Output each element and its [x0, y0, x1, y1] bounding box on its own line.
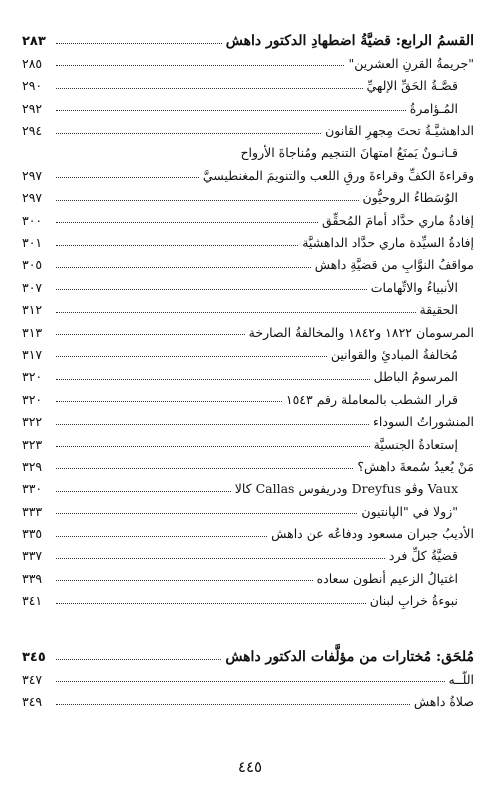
- entry-title: قـانـونٌ يَمنَعُ امتهانَ التنجيم ومُناجاةَ الأرواح: [240, 145, 458, 161]
- entry-page-number: ٢٨٥: [22, 55, 43, 71]
- leader-dots: [56, 312, 416, 313]
- leader-dots: [56, 401, 282, 402]
- entry-title: اغتيالُ الزعيم أنطون سعاده: [316, 570, 458, 586]
- leader-dots: [56, 334, 245, 335]
- toc-entry: [22, 688, 474, 710]
- toc-entry: [22, 587, 474, 609]
- toc-entry: [22, 229, 474, 251]
- toc-entry: [22, 207, 474, 229]
- toc-entry: [22, 498, 474, 520]
- entry-title: صلاةُ داهش: [413, 694, 474, 710]
- toc-entry: [22, 666, 474, 688]
- leader-dots: [56, 88, 363, 89]
- entry-title: الداهشيَّـةُ تحتَ مِجهرِ القانون: [325, 123, 474, 139]
- entry-title: "جريمةُ القرنِ العشرين": [348, 55, 474, 71]
- leader-dots: [56, 659, 221, 660]
- toc-entry: [22, 50, 474, 72]
- entry-title: المرسومان ١٨٢٢ و١٨٤٢ والمخالفةُ الصارخة: [248, 324, 474, 340]
- toc-entry: [22, 296, 474, 318]
- table-of-contents: [22, 26, 474, 711]
- entry-page-number: ٣٣٧: [22, 548, 43, 564]
- leader-dots: [56, 222, 318, 223]
- toc-entry: [22, 453, 474, 475]
- entry-page-number: ٣٤١: [22, 593, 43, 609]
- entry-title: اللّــه: [448, 671, 474, 687]
- entry-page-number: ٣٠٥: [22, 257, 43, 273]
- leader-dots: [56, 424, 369, 425]
- spacer: [22, 610, 474, 642]
- entry-page-number: ٣٢٣: [22, 436, 43, 452]
- toc-entry: [22, 565, 474, 587]
- toc-entry: [22, 431, 474, 453]
- toc-entry: [22, 408, 474, 430]
- leader-dots: [56, 468, 353, 469]
- entry-title: قصَّـةُ الحَقِّ الإلهيِّ: [366, 78, 458, 94]
- entry-title: الأنبياءُ والاتِّهامات: [370, 279, 458, 295]
- section-title: القسمُ الرابع: قضيَّةُ اضطهادِ الدكتور داهش: [225, 33, 474, 49]
- leader-dots: [56, 536, 267, 537]
- folio-page-number: ٤٤٥: [237, 758, 263, 776]
- entry-title: إفادةُ ماري حدَّاد أمامَ المُحقِّق: [322, 212, 474, 228]
- entry-page-number: ٢٩٠: [22, 78, 43, 94]
- toc-entry: [22, 184, 474, 206]
- toc-entry: [22, 475, 474, 497]
- appendix-title: مُلحَق: مُختارات من مؤلَّفات الدكتور داهش: [225, 648, 474, 665]
- toc-entry: [22, 319, 474, 341]
- leader-dots: [56, 603, 366, 604]
- leader-dots: [56, 513, 357, 514]
- leader-dots: [56, 110, 406, 111]
- leader-dots: [56, 43, 222, 44]
- entry-title: المنشوراتُ السوداء: [373, 414, 474, 430]
- entry-title: مَنْ يُعيدُ سُمعةَ داهش؟: [357, 458, 474, 474]
- leader-dots: [56, 133, 321, 134]
- entry-title: الوُسَطاءُ الروحيُّون: [362, 190, 458, 206]
- entry-page-number: ٣٢٩: [22, 458, 43, 474]
- toc-entry: [22, 72, 474, 94]
- toc-entry: [22, 252, 474, 274]
- entry-page-number: ٣١٢: [22, 302, 43, 318]
- leader-dots: [56, 491, 231, 492]
- entry-title: نبوءةُ خرابِ لبنان: [369, 593, 458, 609]
- leader-dots: [56, 704, 410, 705]
- toc-entry: [22, 341, 474, 363]
- toc-entry: [22, 363, 474, 385]
- leader-dots: [56, 177, 199, 178]
- entry-page-number: ٣٢٠: [22, 391, 43, 407]
- leader-dots: [56, 267, 311, 268]
- entry-title: المرسومُ الباطل: [373, 369, 458, 385]
- leader-dots: [56, 289, 367, 290]
- entry-page-number: ٣٠٠: [22, 212, 43, 228]
- entry-title: مواقفُ النوَّابِ من قضيَّةِ داهش: [314, 257, 474, 273]
- section-page-number: ٢٨٣: [22, 34, 46, 49]
- entry-page-number: ٣٢٢: [22, 414, 43, 430]
- leader-dots: [56, 200, 359, 201]
- leader-dots: [56, 681, 445, 682]
- entry-page-number: ٢٩٢: [22, 100, 43, 116]
- entry-title: قرار الشطب بالمعاملة رقم ١٥٤٣: [285, 391, 458, 407]
- entry-title: الحقيقة: [419, 302, 458, 318]
- entry-title: إستعادةُ الجنسيَّة: [373, 436, 458, 452]
- leader-dots: [56, 379, 370, 380]
- entry-page-number: ٣٣٩: [22, 570, 43, 586]
- entry-page-number: ٣١٧: [22, 346, 43, 362]
- entry-title: إفادةُ السيِّدة ماري حدَّاد الداهشيَّة: [302, 235, 474, 251]
- toc-entry: [22, 162, 474, 184]
- toc-entry: [22, 543, 474, 565]
- entry-page-number: ٣٠١: [22, 235, 43, 251]
- section-entries: [22, 50, 474, 610]
- entry-title: وقراءةَ الكفِّ وقراءةَ ورقِ اللعب والتنويمَ المغنطيسيَّ: [202, 167, 474, 183]
- entry-page-number: ٣٣٥: [22, 526, 43, 542]
- entry-title: المُـؤامرةُ: [409, 100, 458, 116]
- toc-entry: [22, 117, 474, 139]
- entry-title: مُخالفةُ المبادئِ والقوانين: [330, 346, 458, 362]
- toc-entry: [22, 520, 474, 542]
- leader-dots: [56, 356, 327, 357]
- entry-page-number: ٢٩٧: [22, 190, 43, 206]
- entry-page-number: ٢٩٧: [22, 167, 43, 183]
- entry-page-number: ٣٤٩: [22, 694, 43, 710]
- entry-page-number: ٣٣٣: [22, 503, 43, 519]
- toc-entry: [22, 386, 474, 408]
- leader-dots: [56, 558, 385, 559]
- entry-page-number: ٣٠٧: [22, 279, 43, 295]
- appendix-entries: [22, 666, 474, 711]
- toc-entry: [22, 140, 474, 162]
- entry-page-number: ٣١٣: [22, 324, 43, 340]
- entry-page-number: ٢٩٤: [22, 123, 43, 139]
- entry-page-number: ٣٣٠: [22, 481, 43, 497]
- entry-title: الأديبُ جبران مسعود ودفاعُه عن داهش: [271, 526, 474, 542]
- entry-page-number: ٣٢٠: [22, 369, 43, 385]
- leader-dots: [56, 446, 370, 447]
- leader-dots: [56, 245, 298, 246]
- section-heading: [22, 26, 474, 50]
- toc-entry: [22, 274, 474, 296]
- entry-title: كالا Callas ودريفوس Dreyfus وڤو Vaux: [234, 481, 458, 497]
- toc-entry: [22, 95, 474, 117]
- entry-page-number: ٣٤٧: [22, 671, 43, 687]
- leader-dots: [56, 65, 344, 66]
- entry-title: زولا في "الپانتيون": [361, 503, 458, 519]
- leader-dots: [56, 580, 313, 581]
- appendix-heading: [22, 642, 474, 666]
- appendix-page-number: ٣٤٥: [22, 649, 46, 665]
- entry-title: قضيَّةُ كلِّ فرد: [388, 548, 458, 564]
